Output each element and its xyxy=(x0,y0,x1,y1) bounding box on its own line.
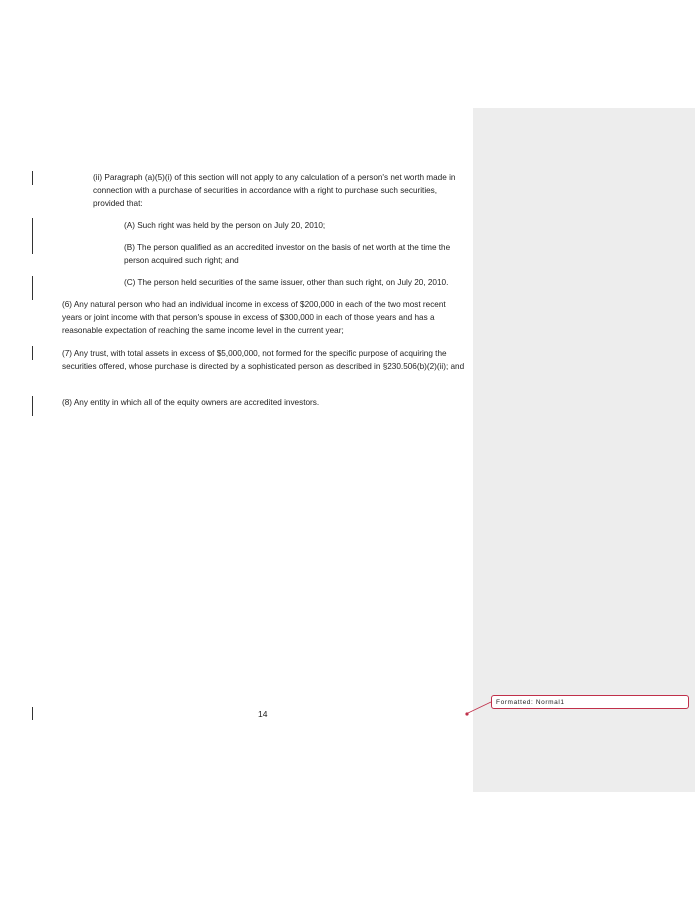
paragraph-ii: (ii) Paragraph (a)(5)(i) of this section will not apply to any calculation of a person's net worth made in connection with a purchase of securities in accordance with a right to purchase such securities, provided that: xyxy=(93,173,456,208)
paragraph-B: (B) The person qualified as an accredited investor on the basis of net worth at the time the person acquired such right; and xyxy=(124,243,451,265)
paragraph-A: (A) Such right was held by the person on July 20, 2010; xyxy=(124,221,326,230)
paragraph-6: (6) Any natural person who had an individual income in excess of $200,000 in each of the two most recent years or joint income with that person's spouse in excess of $300,000 in each of those years and has a reasonable expectation of reaching the same income level in the current year; xyxy=(62,300,446,335)
formatting-comment-balloon[interactable]: Formatted: Normal1 xyxy=(491,695,689,709)
paragraph-7: (7) Any trust, with total assets in excess of $5,000,000, not formed for the specific purpose of acquiring the securities offered, whose purchase is directed by a sophisticated person as described in §230.506(b)(2)(ii); and xyxy=(62,349,465,371)
paragraph-C: (C) The person held securities of the same issuer, other than such right, on July 20, 2010. xyxy=(124,278,449,287)
paragraph-8: (8) Any entity in which all of the equity owners are accredited investors. xyxy=(62,398,320,407)
page-number: 14 xyxy=(258,709,268,719)
